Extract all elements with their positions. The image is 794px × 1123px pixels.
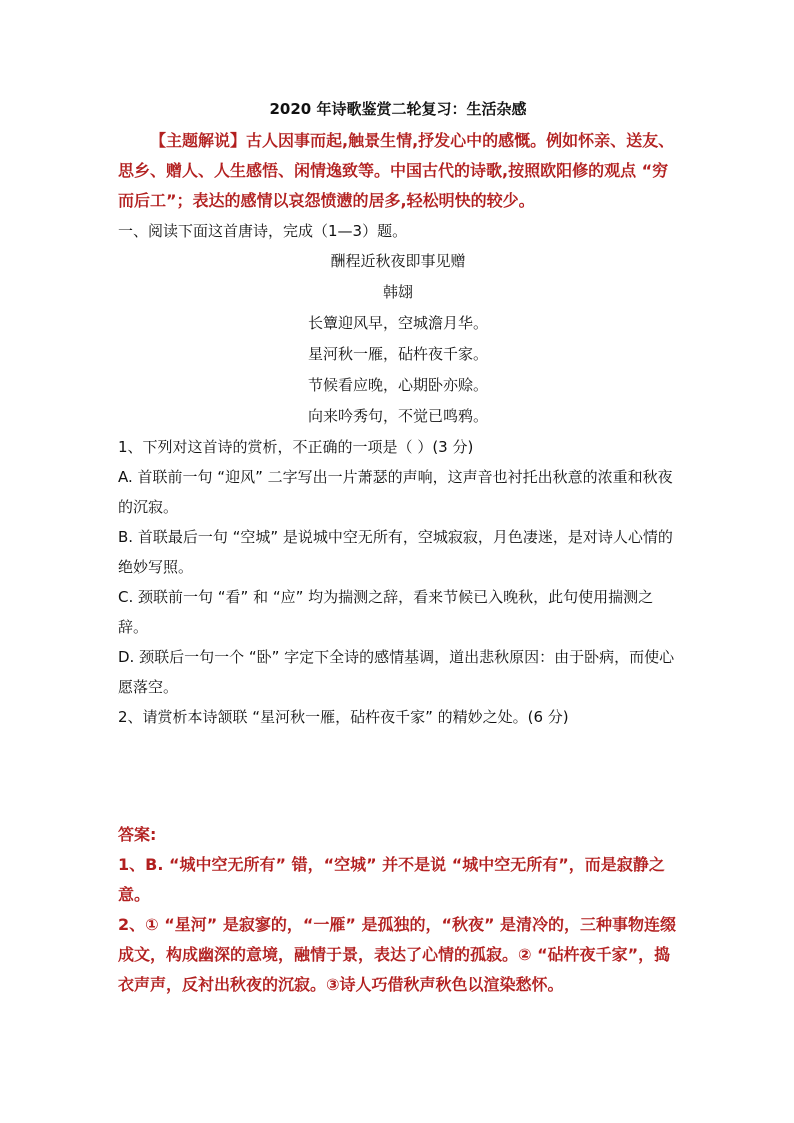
topic-tag: 【主题解说】: [150, 131, 247, 150]
question-1-stem: 1、下列对这首诗的赏析，不正确的一项是（ ）(3 分): [118, 438, 474, 456]
topic-text: 古人因事而起,触景生情,抒发心中的感慨。例如怀亲、送友、思乡、赠人、人生感悟、闲情逸致等。中国古代的诗歌,按照欧阳修的观点 “穷而后工”；表达的感情以哀怨愤懑的居多,轻松明快的较少。: [118, 131, 675, 210]
option-b: B. 首联最后一句 “空城” 是说城中空无所有，空城寂寂，月色凄迷，是对诗人心情的绝妙写照。: [118, 528, 673, 576]
poem-author: 韩翃: [382, 283, 413, 301]
answers: [118, 820, 678, 1000]
poem-title: 酬程近秋夜即事见赠: [330, 252, 466, 270]
poem: [118, 246, 678, 432]
section-heading: 一、阅读下面这首唐诗，完成（1—3）题。: [118, 222, 408, 240]
question-2-stem: 2、请赏析本诗颔联 “星河秋一雁，砧杵夜千家” 的精妙之处。(6 分): [118, 708, 569, 726]
answer-space: [118, 732, 678, 820]
poem-line: 星河秋一雁，砧杵夜千家。: [307, 345, 488, 363]
answers-label: 答案:: [118, 825, 157, 844]
answer-2: 2、① “星河” 是寂寥的，“一雁” 是孤独的，“秋夜” 是清冷的，三种事物连缀成文，构成幽深的意境，融情于景，表达了心情的孤寂。② “砧杵夜千家”，捣衣声声，反衬出秋夜的沉寂。③诗人巧借秋声秋色以渲染愁怀。: [118, 915, 677, 994]
question-1: [118, 432, 678, 702]
topic-explanation: [118, 126, 678, 216]
answer-1: 1、B. “城中空无所有” 错，“空城” 并不是说 “城中空无所有”，而是寂静之意。: [118, 855, 665, 904]
document-page: [118, 98, 678, 1000]
poem-line: 向来吟秀句，不觉已鸣鸦。: [307, 407, 488, 425]
option-d: D. 颈联后一句一个 “卧” 字定下全诗的感情基调，道出悲秋原因：由于卧病，而使心愿落空。: [118, 648, 675, 696]
document-title: 2020 年诗歌鉴赏二轮复习：生活杂感: [269, 100, 527, 118]
poem-line: 节候看应晚，心期卧亦赊。: [307, 376, 488, 394]
option-c: C. 颈联前一句 “看” 和 “应” 均为揣测之辞，看来节候已入晚秋，此句使用揣测之辞。: [118, 588, 654, 636]
option-a: A. 首联前一句 “迎风” 二字写出一片萧瑟的声响，这声音也衬托出秋意的浓重和秋夜的沉寂。: [118, 468, 673, 516]
poem-line: 长簟迎风早，空城澹月华。: [307, 314, 488, 332]
